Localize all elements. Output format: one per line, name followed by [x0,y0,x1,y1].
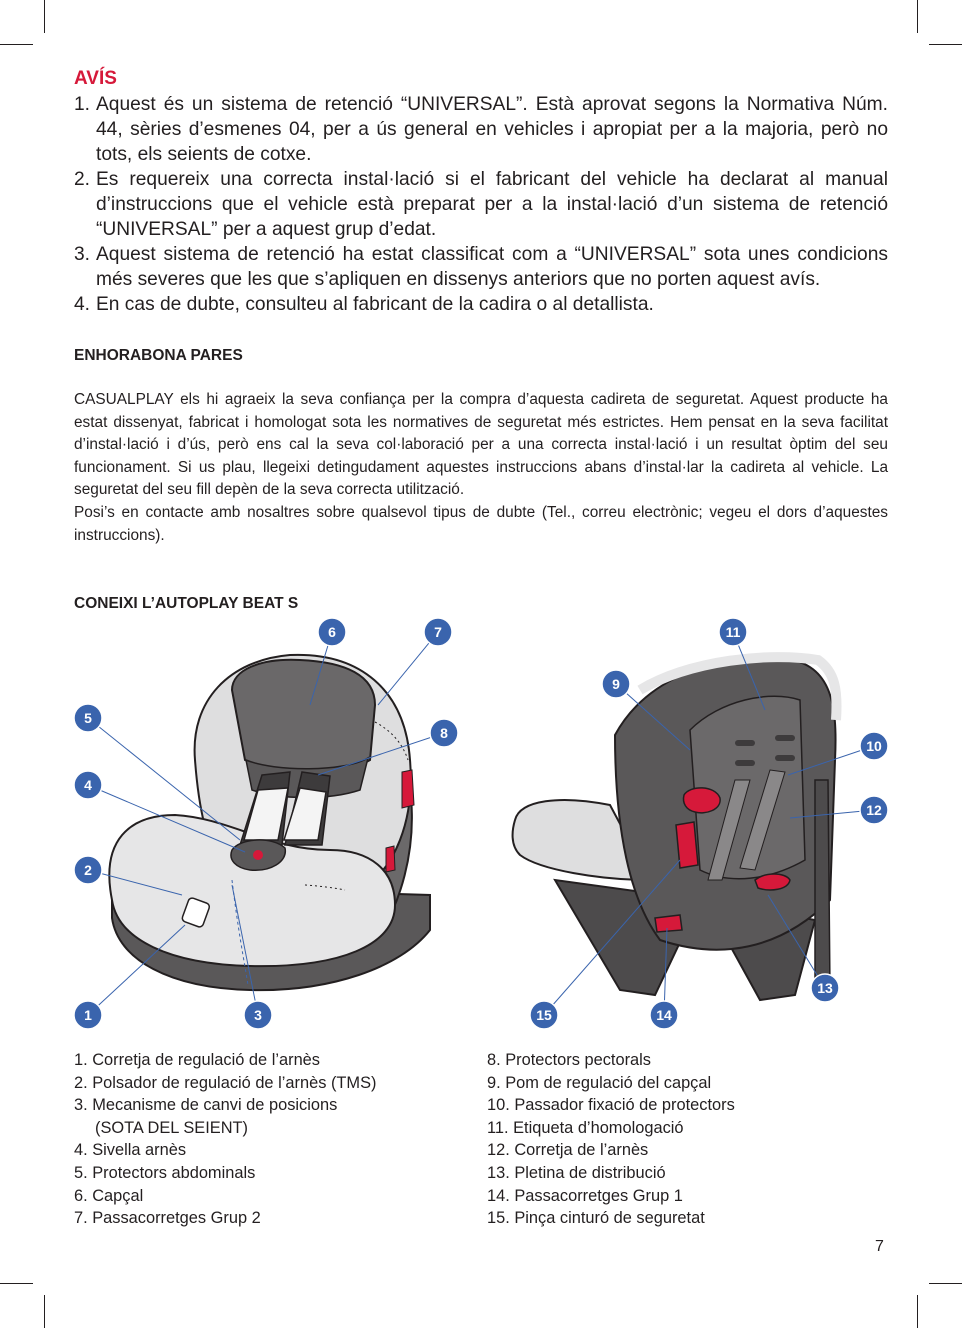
svg-text:11: 11 [725,624,741,640]
warning-item-number: 4. [74,294,91,315]
parts-list-item: 9. Pom de regulació del capçal [487,1073,712,1092]
svg-text:15: 15 [536,1007,552,1023]
parts-list-item-text: (SOTA DEL SEIENT) [95,1118,249,1137]
crop-mark [0,1283,33,1284]
parts-list-item: 2. Polsador de regulació de l’arnès (TMS) [74,1073,377,1092]
parts-list-item: 6. Capçal [74,1186,144,1205]
svg-text:13: 13 [817,980,833,996]
warning-item-number: 2. [74,169,91,190]
callout-badge [430,719,458,747]
warning-item-text: En cas de dubte, consulteu al fabricant de la cadira o al detallista. [96,294,654,315]
callout-badge [74,704,102,732]
congrats-paragraph: CASUALPLAY els hi agraeix la seva confiança per la compra d’aquesta cadireta de seguretat. Aquest producte ha estat dissenyat, fabricat i homologat sota les normatives de seguretat més estrictes. Hem pensat en la seva facilitat d’instal·lació i d’ús, però ens cal la seva col·laboració per a una correcta instal·lació i un resultat òptim del seu funcionament. Si us plau, llegeixi detingudament aquestes instruccions abans d’instal·lar la cadireta al vehicle. La seguretat del seu fill depèn de la seva correcta utilització. [74,391,888,499]
warning-item-text: aquest avís. [716,269,821,290]
parts-list-item: 5. Protectors abdominals [74,1163,256,1182]
callout-badge [602,670,630,698]
warning-item-text: Núm. 44, sèries d’esmenes 04, per a ús general en vehicles i apropiat per a la majoria, [96,94,888,140]
svg-text:2: 2 [84,862,92,878]
parts-list-item: 7. Passacorretges Grup 2 [74,1209,261,1228]
parts-list-item: 14. Passacorretges Grup 1 [487,1186,683,1205]
svg-text:9: 9 [612,676,620,692]
parts-list-item: 11. Etiqueta d’homologació [487,1118,684,1137]
parts-list-item: 15. Pinça cinturó de seguretat [487,1209,705,1228]
parts-list-item: 12. Corretja de l’arnès [487,1141,649,1160]
svg-text:14: 14 [656,1007,672,1023]
callout-badge [424,618,452,646]
warning-item-text: Aquest sistema de retenció ha estat classificat com a “UNIVERSAL” sota unes [96,244,798,265]
parts-list-left [74,1049,376,1230]
warning-item-text: Es requereix una correcta instal·lació si el fabricant del vehicle ha declarat al manual [96,169,888,190]
svg-text:6: 6 [328,624,336,640]
svg-text:4: 4 [84,777,92,793]
callout-badge [719,618,747,646]
crop-mark [917,1295,918,1328]
warning-item-text: Aquest és un sistema de retenció “UNIVERSAL”. Està aprovat segons la Normativa [96,94,843,115]
callout-badge [650,1001,678,1029]
know-title: CONEIXI L’AUTOPLAY BEAT S [74,595,299,612]
warning-item-text: condicions més severes que les que s’apliquen en dissenys anteriors que no porten [96,244,888,290]
svg-text:5: 5 [84,710,92,726]
callout-badge [860,796,888,824]
warning-item-text: d’instruccions que el vehicle està preparat per a la instal·lació d’un sistema de retenció [96,194,888,215]
svg-text:1: 1 [84,1007,92,1023]
crop-mark [929,1283,962,1284]
parts-list-item: 13. Pletina de distribució [487,1163,666,1182]
warning-item-text: “UNIVERSAL” per a aquest grup d’edat. [96,219,437,240]
page-number: 7 [875,1238,884,1255]
parts-list-item: 4. Sivella arnès [74,1141,187,1160]
callout-badge [318,618,346,646]
crop-mark [44,1295,45,1328]
contact-paragraph: Posi’s en contacte amb nosaltres sobre qualsevol tipus de dubte (Tel., correu electrònic; vegeu el dors d’aquestes instruccions). [74,503,888,544]
front-seat-illustration [109,655,430,990]
svg-text:10: 10 [866,738,882,754]
callout-badge [530,1001,558,1029]
rear-seat-illustration [513,657,837,1000]
callout-badge [74,771,102,799]
parts-list-item: 3. Mecanisme de canvi de posicions [74,1096,338,1115]
congrats-title: ENHORABONA PARES [74,347,243,364]
svg-text:12: 12 [866,802,882,818]
callout-badge [860,732,888,760]
parts-list-right [487,1049,735,1230]
parts-list-item: 10. Passador fixació de protectors [487,1096,735,1115]
svg-text:8: 8 [440,725,448,741]
parts-list-item-continuation [74,1117,376,1140]
callout-badge [811,974,839,1002]
warning-item-number: 1. [74,94,91,115]
warning-item-number: 3. [74,244,91,265]
warning-item-text: però no tots, els seients de cotxe. [96,119,888,165]
svg-text:3: 3 [254,1007,262,1023]
svg-text:7: 7 [434,624,442,640]
warning-title: AVÍS [74,68,117,89]
callout-badge [74,856,102,884]
callout-badge [74,1001,102,1029]
parts-list-item: 1. Corretja de regulació de l’arnès [74,1051,320,1069]
callout-badge [244,1001,272,1029]
parts-list-item: 8. Protectors pectorals [487,1051,651,1069]
